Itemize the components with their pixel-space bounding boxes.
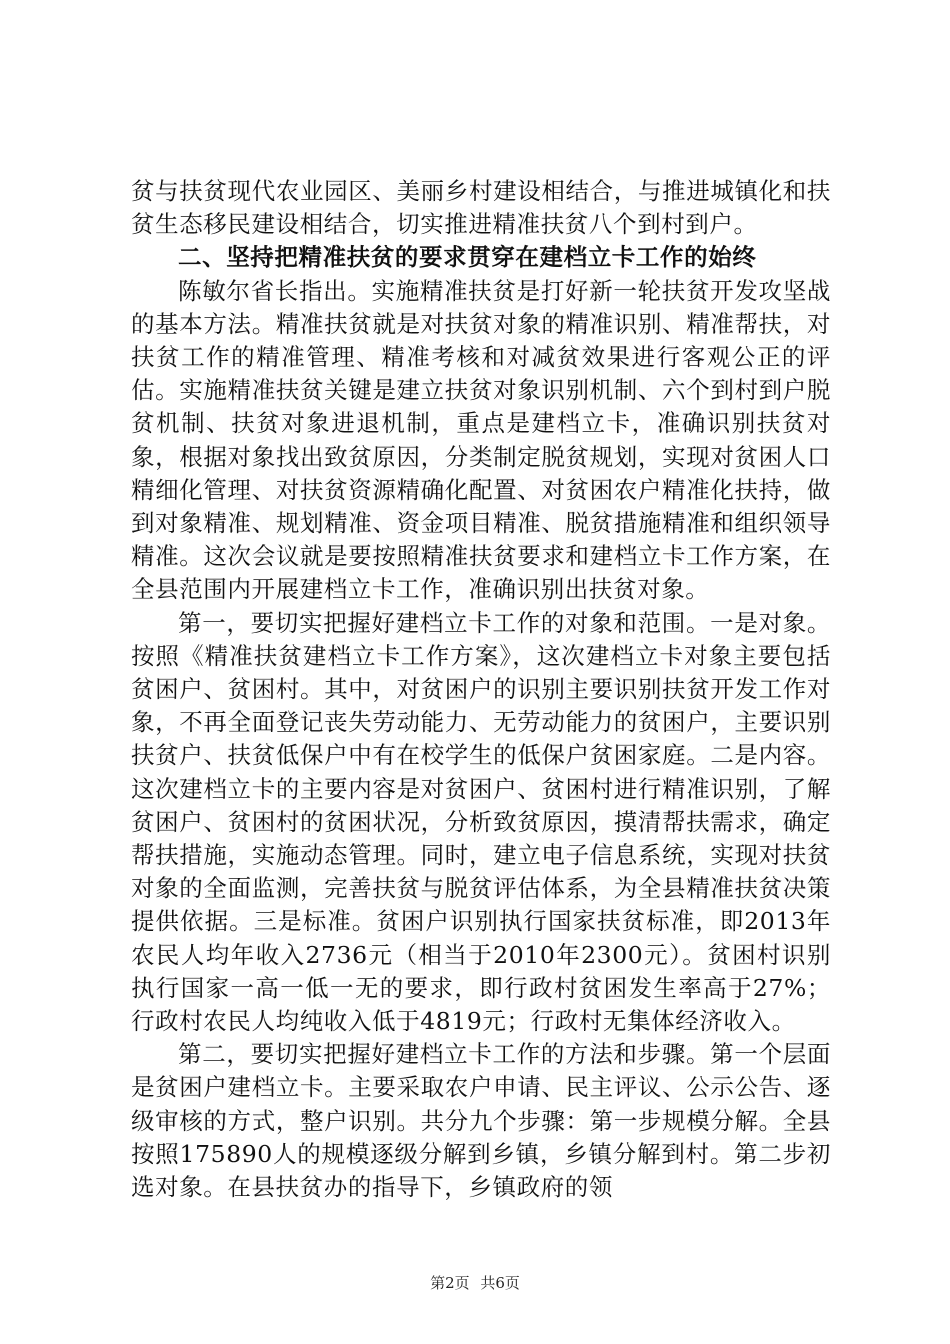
page-number: 第2页 [430,1274,470,1292]
page-footer [0,1272,950,1293]
document-body [131,175,831,1204]
body-paragraph-second-point: 第二，要切实把握好建档立卡工作的方法和步骤。第一个层面是贫困户建档立卡。主要采取农户申请、民主评议、公示公告、逐级审核的方式，整户识别。共分九个步骤：第一步规模分解。全县按照175890人的规模逐级分解到乡镇，乡镇分解到村。第二步初选对象。在县扶贫办的指导下，乡镇政府的领 [131,1040,831,1202]
section-heading: 二、坚持把精准扶贫的要求贯穿在建档立卡工作的始终 [178,243,757,272]
page-total: 共6页 [480,1274,520,1292]
body-paragraph-precision-poverty: 陈敏尔省长指出。实施精准扶贫是打好新一轮扶贫开发攻坚战的基本方法。精准扶贫就是对扶贫对象的精准识别、精准帮扶，对扶贫工作的精准管理、精准考核和对减贫效果进行客观公正的评估。实施精准扶贫关键是建立扶贫对象识别机制、六个到村到户脱贫机制、扶贫对象进退机制，重点是建档立卡，准确识别扶贫对象，根据对象找出致贫原因，分类制定脱贫规划，实现对贫困人口精细化管理、对扶贫资源精确化配置、对贫困农户精准化扶持，做到对象精准、规划精准、资金项目精准、脱贫措施精准和组织领导精准。这次会议就是要按照精准扶贫要求和建档立卡工作方案，在全县范围内开展建档立卡工作，准确识别出扶贫对象。 [131,276,831,604]
continuation-paragraph: 贫与扶贫现代农业园区、美丽乡村建设相结合，与推进城镇化和扶贫生态移民建设相结合，切实推进精准扶贫八个到村到户。 [131,177,831,239]
body-paragraph-first-point: 第一，要切实把握好建档立卡工作的对象和范围。一是对象。按照《精准扶贫建档立卡工作方案》，这次建档立卡对象主要包括贫困户、贫困村。其中，对贫困户的识别主要识别扶贫开发工作对象，不再全面登记丧失劳动能力、无劳动能力的贫困户，主要识别扶贫户、扶贫低保户中有在校学生的低保户贫困家庭。二是内容。这次建档立卡的主要内容是对贫困户、贫困村进行精准识别，了解贫困户、贫困村的贫困状况，分析致贫原因，摸清帮扶需求，确定帮扶措施，实施动态管理。同时，建立电子信息系统，实现对扶贫对象的全面监测，完善扶贫与脱贫评估体系，为全县精准扶贫决策提供依据。三是标准。贫困户识别执行国家扶贫标准，即2013年农民人均年收入2736元（相当于2010年2300元）。贫困村识别执行国家一高一低一无的要求，即行政村贫困发生率高于27%；行政村农民人均纯收入低于4819元；行政村无集体经济收入。 [131,608,831,1036]
